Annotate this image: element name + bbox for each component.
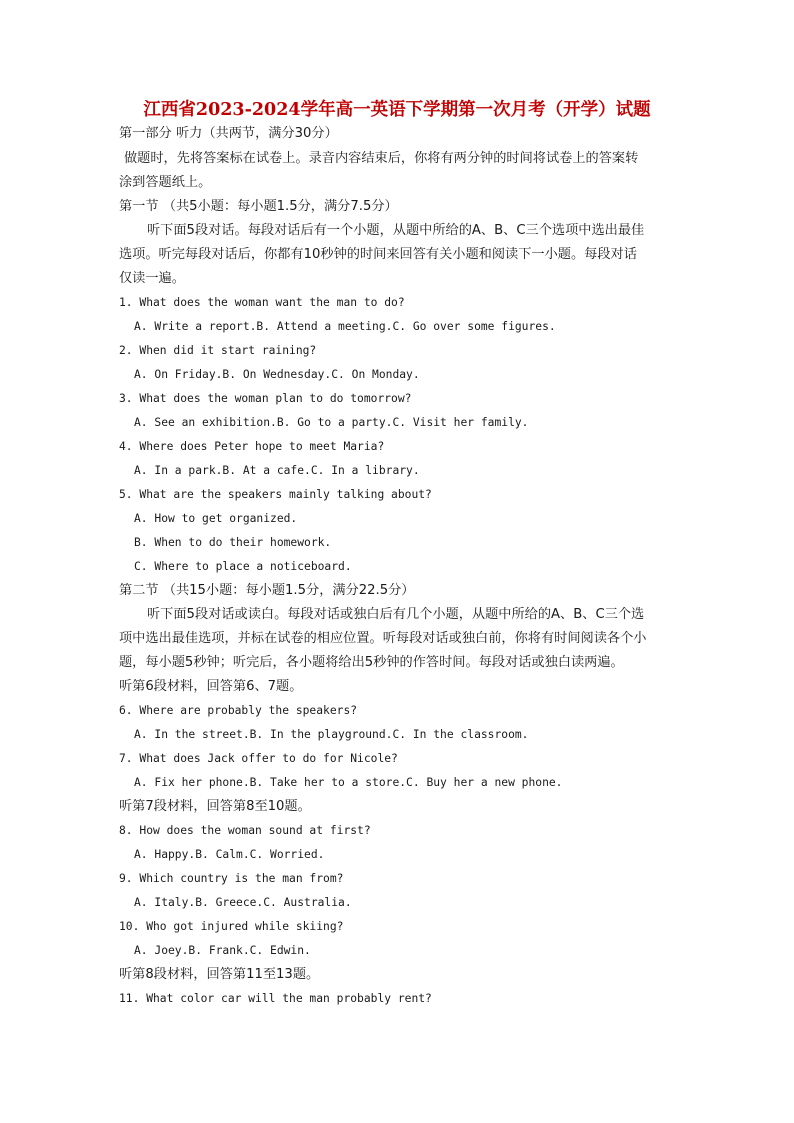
part1-instruction-line-1: 做题时，先将答案标在试卷上。录音内容结束后，你将有两分钟的时间将试卷上的答案转 [124,151,639,166]
section1-heading: 第一节 （共5小题：每小题1.5分，满分7.5分） [119,199,398,214]
material-7-heading: 听第7段材料，回答第8至10题。 [119,799,311,814]
section2-instruction-line-3: 题，每小题5秒钟；听完后，各小题将给出5秒钟的作答时间。每段对话或独白读两遍。 [119,655,624,670]
question-5-option-a: A. How to get organized. [134,512,298,525]
question-7-options: A. Fix her phone.B. Take her to a store.C. Buy her a new phone. [134,776,563,789]
material-6-heading: 听第6段材料，回答第6、7题。 [119,679,303,694]
question-4: 4. Where does Peter hope to meet Maria? [119,440,385,453]
question-2: 2. When did it start raining? [119,344,317,357]
document-title: 江西省2023-2024学年高一英语下学期第一次月考（开学）试题 [143,100,651,120]
section2-instruction-line-2: 项中选出最佳选项，并标在试卷的相应位置。听每段对话或独白前，你将有时间阅读各个小 [119,631,647,646]
question-2-options: A. On Friday.B. On Wednesday.C. On Monday. [134,368,420,381]
section2-heading: 第二节 （共15小题：每小题1.5分，满分22.5分） [119,583,415,598]
question-4-options: A. In a park.B. At a cafe.C. In a library. [134,464,420,477]
question-3: 3. What does the woman plan to do tomorrow? [119,392,412,405]
question-10-options: A. Joey.B. Frank.C. Edwin. [134,944,311,957]
question-9-options: A. Italy.B. Greece.C. Australia. [134,896,352,909]
material-8-heading: 听第8段材料，回答第11至13题。 [119,967,320,982]
part1-instruction-line-2: 涂到答题纸上。 [119,175,212,190]
question-5-option-b: B. When to do their homework. [134,536,332,549]
question-5-option-c: C. Where to place a noticeboard. [134,560,352,573]
section1-instruction-line-2: 选项。听完每段对话后，你都有10秒钟的时间来回答有关小题和阅读下一小题。每段对话 [119,247,637,262]
question-8: 8. How does the woman sound at first? [119,824,371,837]
question-9: 9. Which country is the man from? [119,872,344,885]
section1-instruction-line-1: 听下面5段对话。每段对话后有一个小题，从题中所给的A、B、C三个选项中选出最佳 [147,223,645,238]
question-1-options: A. Write a report.B. Attend a meeting.C. Go over some figures. [134,320,556,333]
question-7: 7. What does Jack offer to do for Nicole? [119,752,398,765]
section1-instruction-line-3: 仅读一遍。 [119,271,185,286]
section2-instruction-line-1: 听下面5段对话或读白。每段对话或独白后有几个小题，从题中所给的A、B、C三个选 [147,607,645,622]
question-5: 5. What are the speakers mainly talking about? [119,488,432,501]
question-3-options: A. See an exhibition.B. Go to a party.C. Visit her family. [134,416,529,429]
question-11: 11. What color car will the man probably rent? [119,992,432,1005]
question-1: 1. What does the woman want the man to do? [119,296,405,309]
question-8-options: A. Happy.B. Calm.C. Worried. [134,848,325,861]
question-6: 6. Where are probably the speakers? [119,704,358,717]
question-6-options: A. In the street.B. In the playground.C. In the classroom. [134,728,529,741]
question-10: 10. Who got injured while skiing? [119,920,344,933]
part1-heading: 第一部分 听力（共两节，满分30分） [119,126,338,141]
